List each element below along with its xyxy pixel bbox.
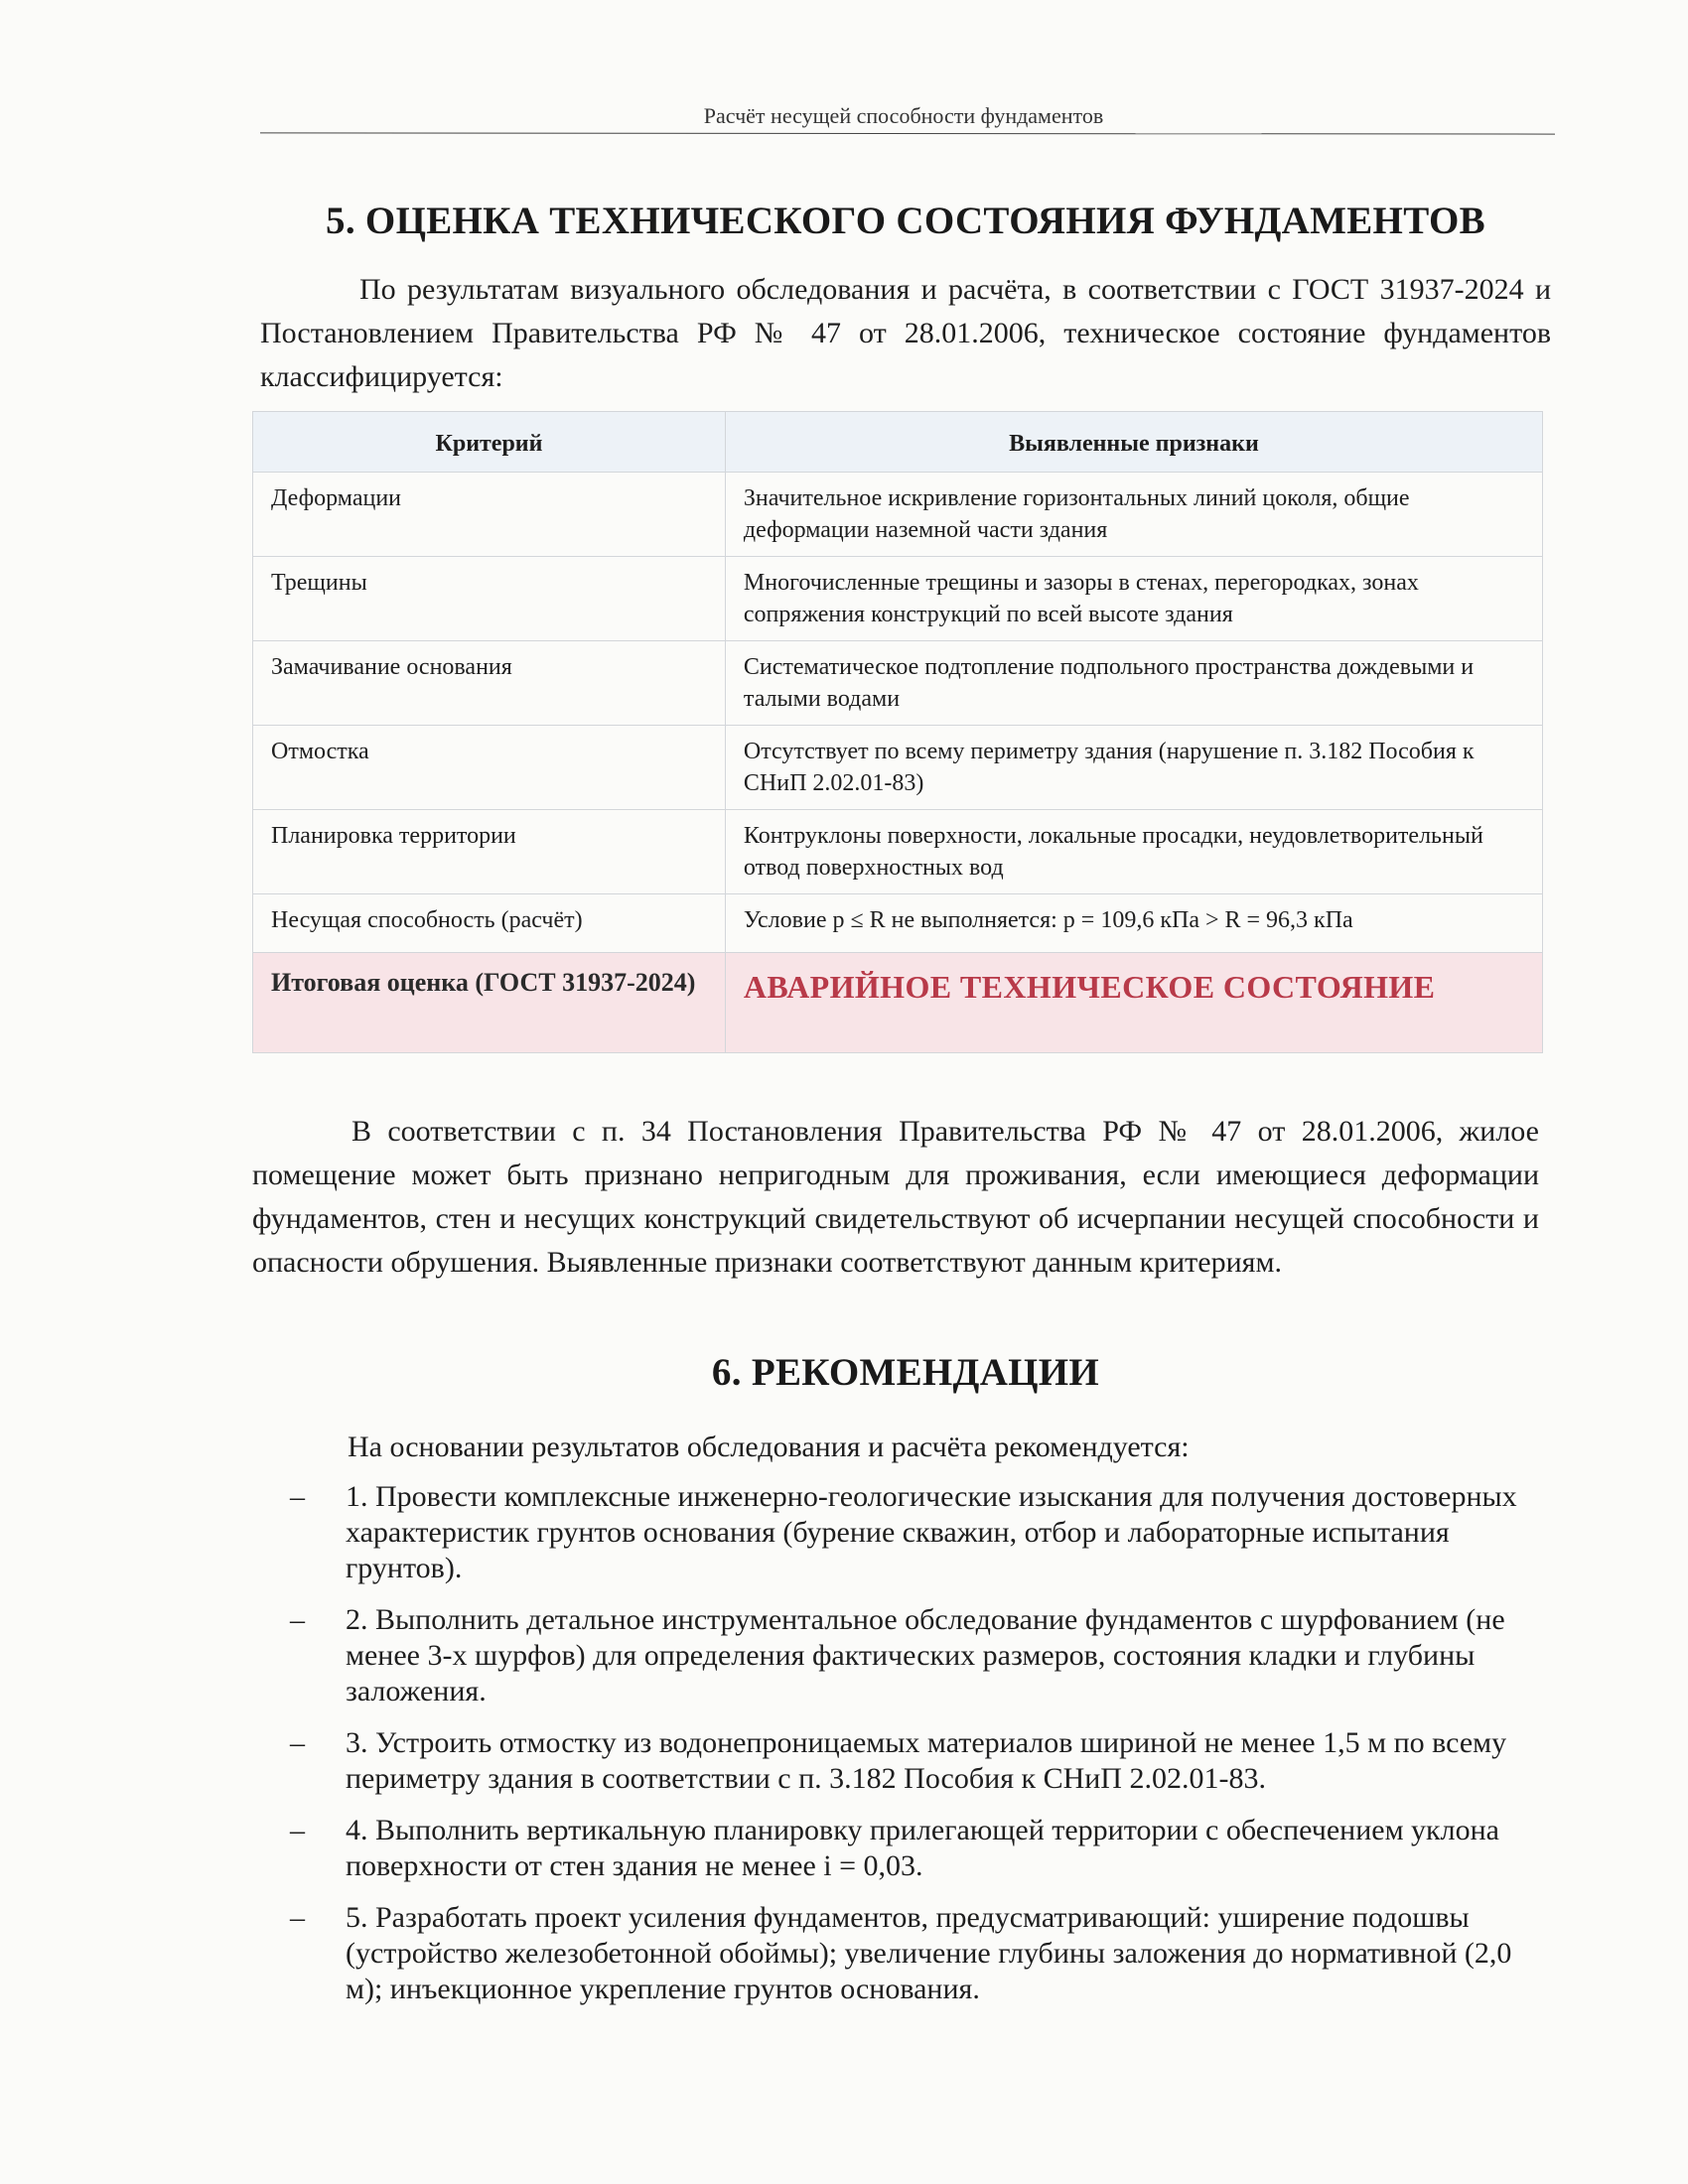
recommendation-text: 3. Устроить отмостку из водонепроницаемых материалов шириной не менее 1,5 м по всему периметру здания в соответствии с п. 3.182 Пособия к СНиП 2.02.01-83. [346, 1726, 1507, 1795]
recommendation-text: 2. Выполнить детальное инструментальное обследование фундаментов с шурфованием (не менее 3-х шурфов) для определения фактических размеров, состояния кладки и глубины заложения. [346, 1603, 1505, 1707]
finding-cell: Многочисленные трещины и зазоры в стенах, перегородках, зонах сопряжения конструкций по всей высоте здания [725, 557, 1542, 641]
section-6-title: 6. РЕКОМЕНДАЦИИ [711, 1351, 1100, 1394]
final-assessment-row [253, 953, 1543, 1053]
section-5-title: 5. ОЦЕНКА ТЕХНИЧЕСКОГО СОСТОЯНИЯ ФУНДАМЕНТОВ [326, 200, 1485, 242]
list-dash: – [290, 1603, 305, 1636]
criterion-cell: Несущая способность (расчёт) [253, 894, 726, 953]
final-assessment-value: АВАРИЙНОЕ ТЕХНИЧЕСКОЕ СОСТОЯНИЕ [725, 953, 1542, 1053]
recommendation-text: 4. Выполнить вертикальную планировку прилегающей территории с обеспечением уклона поверхности от стен здания не менее i = 0,03. [346, 1814, 1499, 1882]
list-item [290, 1725, 1551, 1797]
column-header-findings: Выявленные признаки [725, 412, 1542, 473]
list-item [290, 1813, 1551, 1884]
clause-34-text: В соответствии с п. 34 Постановления Правительства РФ № 47 от 28.01.2006, жилое помещение может быть признано непригодным для проживания, если имеющиеся деформации фундаментов, стен и несущих конструкций свидетельствуют об исчерпании несущей способности и опасности обрушения. Выявленные признаки соответствуют данным критериям. [252, 1115, 1539, 1279]
assessment-table [252, 411, 1543, 1053]
recommendation-text: 1. Провести комплексные инженерно-геологические изыскания для получения достоверных характеристик грунтов основания (бурение скважин, отбор и лабораторные испытания грунтов). [346, 1480, 1517, 1584]
table-row [253, 641, 1543, 726]
finding-cell: Контруклоны поверхности, локальные просадки, неудовлетворительный отвод поверхностных вод [725, 810, 1542, 894]
list-item [290, 1479, 1551, 1586]
table-row [253, 810, 1543, 894]
list-dash: – [290, 1814, 305, 1846]
running-header: Расчёт несущей способности фундаментов [703, 103, 1104, 128]
list-dash: – [290, 1901, 305, 1934]
table-header-row [253, 412, 1543, 473]
list-dash: – [290, 1480, 305, 1513]
clause-34-paragraph [252, 1110, 1539, 1285]
criterion-cell: Планировка территории [253, 810, 726, 894]
section-5-intro [260, 268, 1551, 399]
header-rule [260, 132, 1555, 134]
section-5-intro-text: По результатам визуального обследования и расчёта, в соответствии с ГОСТ 31937-2024 и Постановлением Правительства РФ № 47 от 28.01.2006, техническое состояние фундаментов классифицируется: [260, 273, 1551, 393]
finding-cell: Отсутствует по всему периметру здания (нарушение п. 3.182 Пособия к СНиП 2.02.01-83) [725, 726, 1542, 810]
recommendations-lead: На основании результатов обследования и расчёта рекомендуется: [348, 1431, 1190, 1463]
list-item [290, 1900, 1551, 2007]
list-dash: – [290, 1726, 305, 1759]
list-item [290, 1602, 1551, 1709]
recommendations-list [290, 1479, 1551, 2023]
table-row [253, 473, 1543, 557]
recommendation-text: 5. Разработать проект усиления фундаментов, предусматривающий: уширение подошвы (устройство железобетонной обоймы); увеличение глубины заложения до нормативной (2,0 м); инъекционное укрепление грунтов основания. [346, 1901, 1512, 2005]
table-row [253, 726, 1543, 810]
column-header-criterion: Критерий [253, 412, 726, 473]
final-assessment-label: Итоговая оценка (ГОСТ 31937-2024) [253, 953, 726, 1053]
criterion-cell: Трещины [253, 557, 726, 641]
criterion-cell: Замачивание основания [253, 641, 726, 726]
finding-cell: Значительное искривление горизонтальных линий цоколя, общие деформации наземной части здания [725, 473, 1542, 557]
table-row [253, 557, 1543, 641]
criterion-cell: Отмостка [253, 726, 726, 810]
table-row [253, 894, 1543, 953]
finding-cell: Условие p ≤ R не выполняется: p = 109,6 кПа > R = 96,3 кПа [725, 894, 1542, 953]
finding-cell: Систематическое подтопление подпольного пространства дождевыми и талыми водами [725, 641, 1542, 726]
criterion-cell: Деформации [253, 473, 726, 557]
